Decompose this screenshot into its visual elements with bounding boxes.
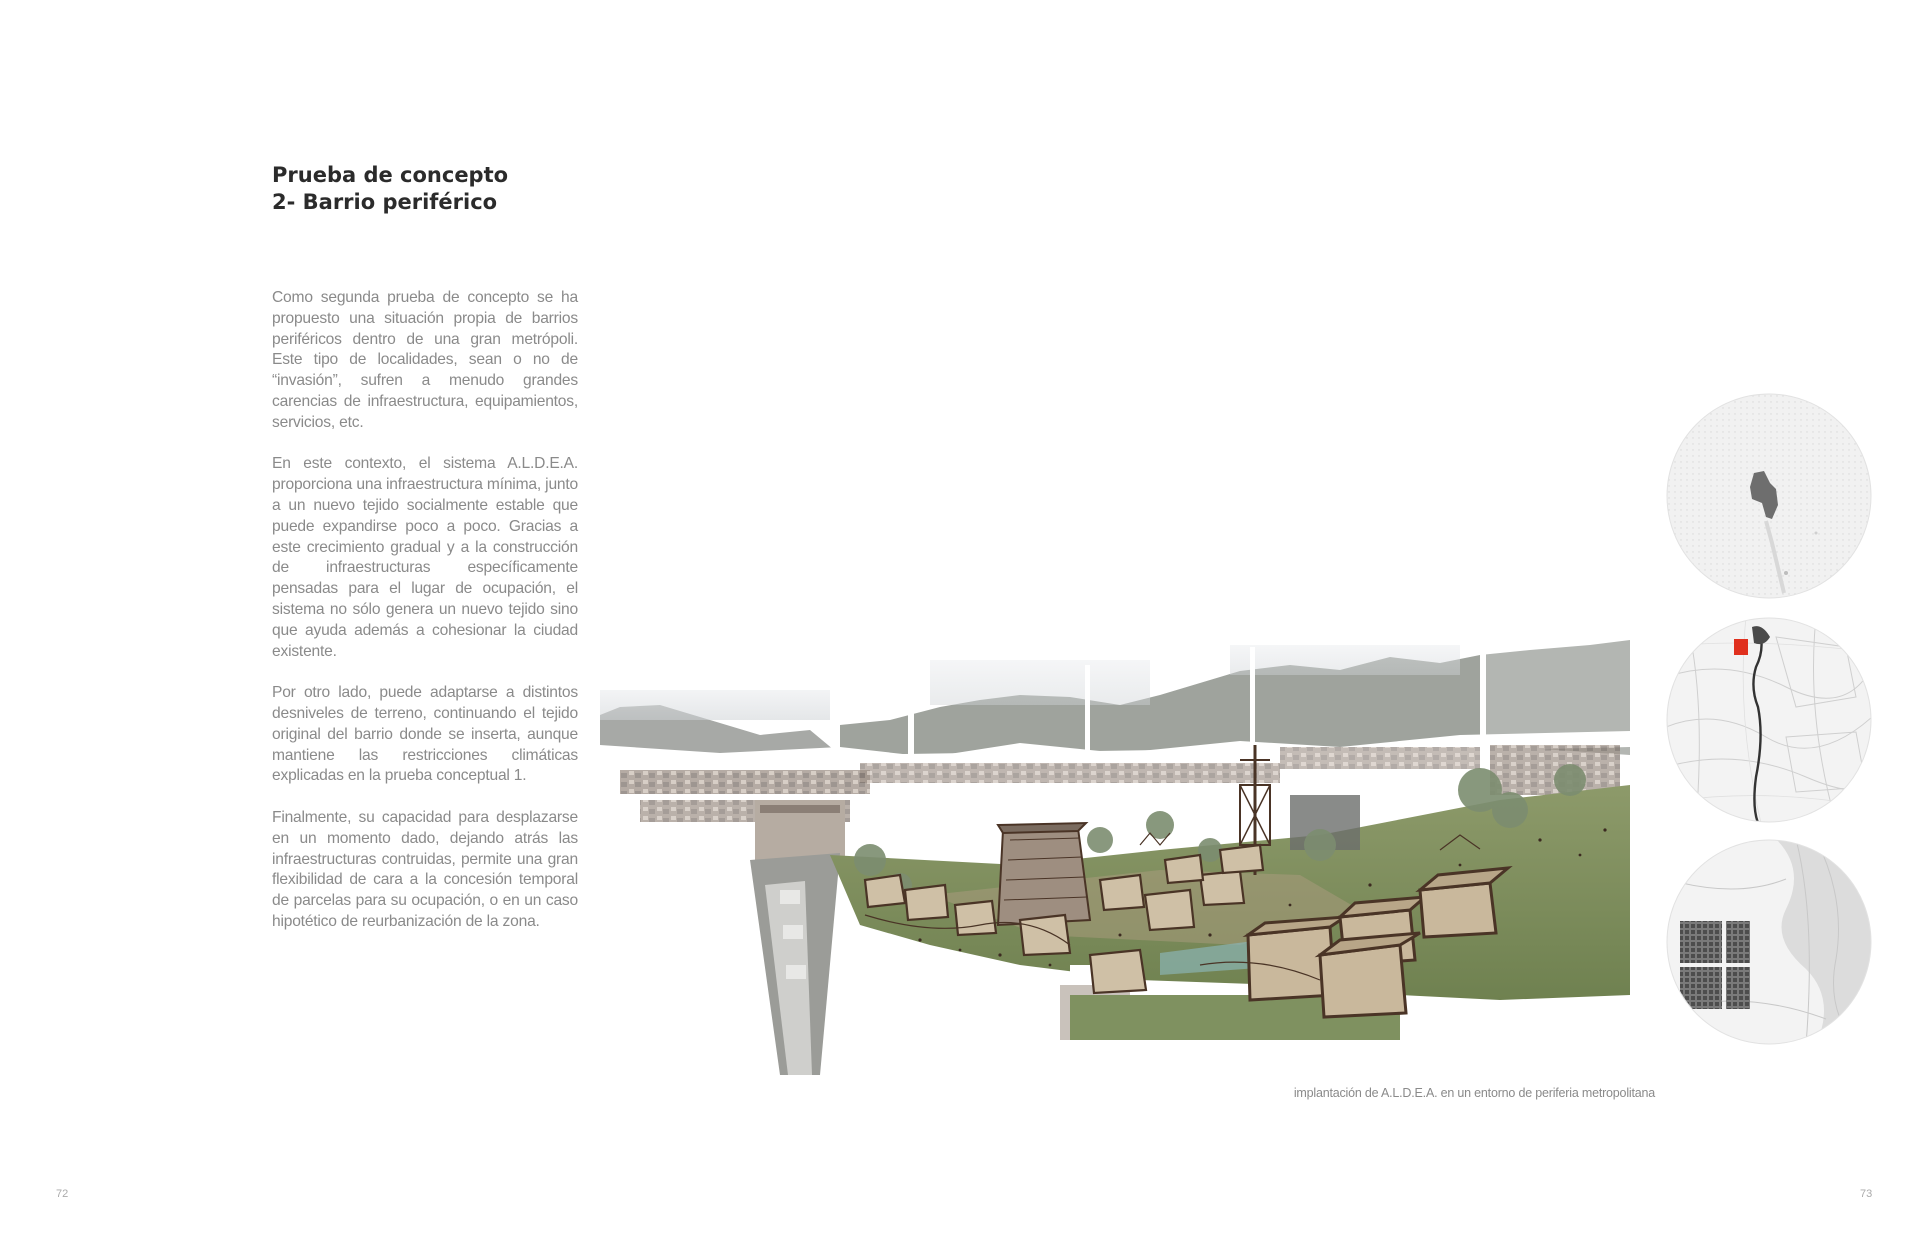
title-line-2: 2- Barrio periférico bbox=[272, 190, 498, 214]
body-text bbox=[272, 288, 578, 954]
map-circle-district bbox=[1666, 617, 1872, 823]
page-title bbox=[272, 162, 692, 216]
page-number-left: 72 bbox=[56, 1188, 69, 1200]
collage-image bbox=[600, 635, 1630, 1075]
district-map-image bbox=[1666, 617, 1872, 823]
collage-illustration bbox=[600, 635, 1630, 1075]
site-map-image bbox=[1666, 839, 1872, 1045]
paragraph-3: Por otro lado, puede adaptarse a distintos desniveles de terreno, continuando el tejido original del barrio donde se inserta, aunque mantiene las restricciones climáticas explicadas en la prueba conceptual 1. bbox=[272, 684, 578, 785]
paragraph-2: En este contexto, el sistema A.L.D.E.A. proporciona una infraestructura mínima, junto a un nuevo tejido socialmente estable que puede expandirse poco a poco. Gracias a este crecimiento gradual y a la construcción de infraestructuras específicamente pensadas para el lugar de ocupación, el sistema no sólo genera un nuevo tejido sino que ayuda además a cohesionar la ciudad existente. bbox=[272, 455, 578, 660]
paragraph-4: Finalmente, su capacidad para desplazarse en un momento dado, dejando atrás las infraestructuras contruidas, permite una gran flexibilidad de cara a la concesión temporal de parcelas para su ocupación, o en un caso hipotético de reurbanización de la zona. bbox=[272, 808, 578, 930]
page-number-right: 73 bbox=[1860, 1188, 1873, 1200]
paragraph-1: Como segunda prueba de concepto se ha propuesto una situación propia de barrios periféricos dentro de una gran metrópoli. Este tipo de localidades, sean o no de “invasión”, sufren a menudo grandes carencias de infraestructura, equipamientos, servicios, etc. bbox=[272, 289, 578, 431]
map-circle-site bbox=[1666, 839, 1872, 1045]
city-map-image bbox=[1666, 393, 1872, 599]
title-line-1: Prueba de concepto bbox=[272, 163, 509, 187]
image-caption: implantación de A.L.D.E.A. en un entorno de periferia metropolitana bbox=[1293, 1086, 1655, 1100]
map-circle-city bbox=[1666, 393, 1872, 599]
